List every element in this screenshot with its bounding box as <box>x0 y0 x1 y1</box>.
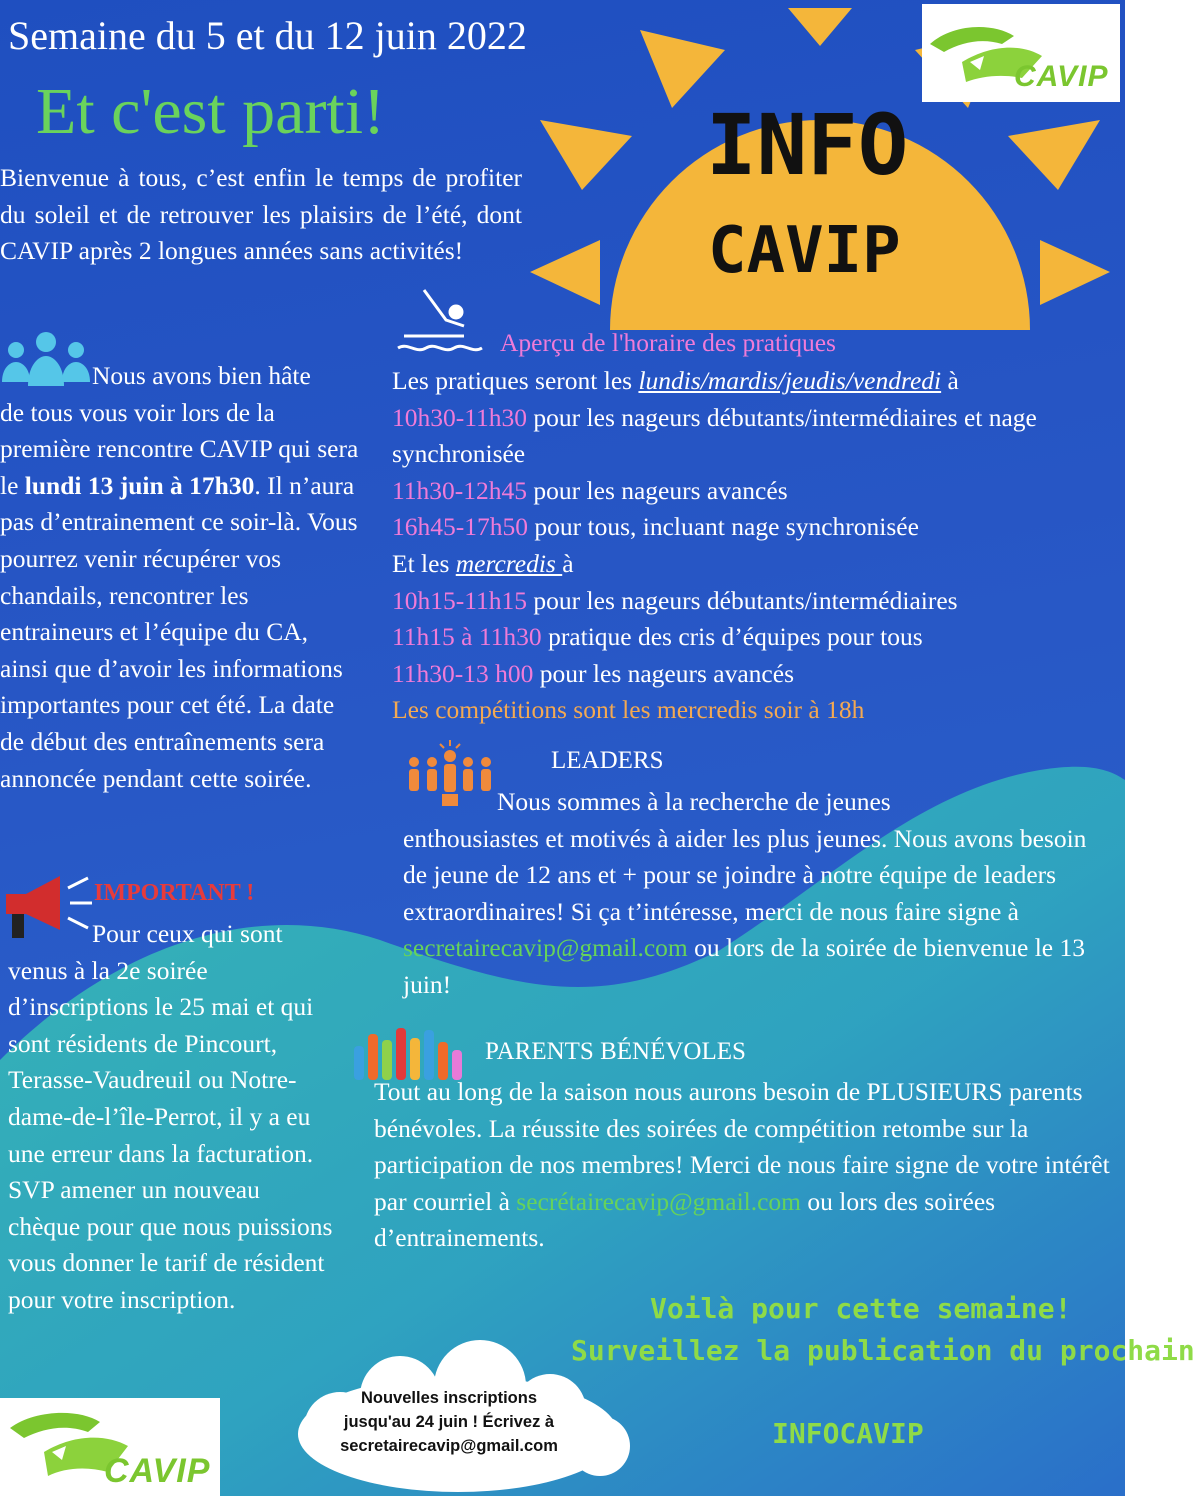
cloud-email[interactable]: secretairecavip@gmail.com <box>340 1437 558 1455</box>
important-title: IMPORTANT ! <box>94 880 255 906</box>
schedule-list <box>392 363 1112 729</box>
leaders-text: enthousiastes et motivés à aider les plus jeunes. Nous avons besoin de jeune de 12 ans et + pour se joindre à notre équipe de leaders extraordinaires! Si ça t’intéresse, merci de nous faire signe à <box>403 823 1087 926</box>
schedule-desc: pour les nageurs débutants/intermédiaires <box>527 585 958 615</box>
schedule-wed-text: Et les <box>392 548 456 578</box>
schedule-intro-end: à <box>941 366 959 395</box>
closing-line-3: INFOCAVIP <box>772 1417 924 1450</box>
schedule-days: lundis/mardis/jeudis/vendredi <box>638 366 942 395</box>
leaders-paragraph <box>403 784 1103 1004</box>
leaders-email-link[interactable]: secretairecavip@gmail.com <box>403 933 688 963</box>
schedule-wed-day: mercredis <box>455 548 563 578</box>
schedule-time: 10h30-11h30 <box>392 402 528 432</box>
schedule-time: 11h30-13 h00 <box>392 658 534 688</box>
cloud-line-2: jusqu'au 24 juin ! Écrivez à <box>343 1413 555 1431</box>
schedule-desc: pour les nageurs avancés <box>533 658 794 688</box>
logo-text-bottom: CAVIP <box>104 1452 211 1490</box>
schedule-time: 11h30-12h45 <box>392 475 528 505</box>
schedule-row <box>392 509 1112 546</box>
closing-line-2: Surveillez la publication du prochain <box>571 1334 1195 1367</box>
meeting-date: lundi 13 juin à 17h30 <box>24 470 255 500</box>
schedule-row <box>392 400 1112 473</box>
schedule-desc: pour tous, incluant nage synchronisée <box>528 512 919 542</box>
schedule-time: 16h45-17h50 <box>392 512 528 542</box>
schedule-intro <box>392 363 1112 400</box>
important-paragraph <box>8 880 338 1319</box>
cavip-logo-top <box>922 4 1120 102</box>
schedule-heading: Aperçu de l'horaire des pratiques <box>500 328 836 357</box>
week-title: Semaine du 5 et du 12 juin 2022 <box>8 13 527 58</box>
schedule-row <box>392 583 1112 620</box>
meeting-text: de tous vous voir lors de la première rencontre CAVIP qui sera le <box>0 397 359 500</box>
logo-text-top: CAVIP <box>1014 60 1109 93</box>
raised-hands-icon <box>350 1020 480 1080</box>
important-text: venus à la 2e soirée d’inscriptions le 25 mai et qui sont résidents de Pincourt, Terasse-Vaudreuil ou Notre-dame-de-l’île-Perrot, il y a eu une erreur dans la facturation. SVP amener un nouveau chèque pour que nous puissions vous donner le tarif de résident pour votre inscription. <box>8 955 333 1314</box>
leaders-heading: LEADERS <box>551 747 664 774</box>
headline: Et c'est parti! <box>36 75 386 148</box>
leaders-text-end: ou lors de la soirée de bienvenue le 13 juin! <box>403 933 1085 999</box>
important-first-line: Pour ceux qui sont <box>92 919 283 948</box>
closing-line-1: Voilà pour cette semaine! <box>650 1292 1072 1325</box>
schedule-row <box>392 619 1112 656</box>
parents-email-link[interactable]: secrétairecavip@gmail.com <box>516 1186 802 1216</box>
schedule-intro-text: Les pratiques seront les <box>392 366 639 395</box>
cloud-line-1: Nouvelles inscriptions <box>360 1389 538 1407</box>
parents-paragraph <box>374 1074 1119 1257</box>
schedule-wednesday <box>392 546 1112 583</box>
meeting-paragraph <box>0 358 362 797</box>
parents-text-end: ou lors des soirées d’entrainements. <box>374 1186 996 1253</box>
schedule-desc: pour les nageurs débutants/intermédiaires et nage synchronisée <box>392 402 1037 469</box>
competitions-note: Les compétitions sont les mercredis soir à 18h <box>392 695 865 725</box>
schedule-row <box>392 656 1112 693</box>
schedule-desc: pratique des cris d’équipes pour tous <box>541 622 923 652</box>
sun-title-info: INFO <box>706 96 909 194</box>
parents-heading: PARENTS BÉNÉVOLES <box>485 1038 746 1065</box>
meeting-text-end: . Il n’aura pas d’entrainement ce soir-là. Vous pourrez venir récupérer vos chandails, rencontrer les entraineurs et l’équipe du CA, ainsi que d’avoir les informations importantes pour cet été. La date de début des entraînements sera annoncée pendant cette soirée. <box>0 470 358 793</box>
sun-title-cavip: CAVIP <box>708 214 901 288</box>
leaders-first-line: Nous sommes à la recherche de jeunes <box>497 787 891 816</box>
schedule-time: 11h15 à 11h30 <box>392 622 542 652</box>
intro-paragraph: Bienvenue à tous, c’est enfin le temps de profiter du soleil et de retrouver les plaisirs de l’été, dont CAVIP après 2 longues années sans activités! <box>0 163 522 266</box>
cloud-message <box>318 1386 580 1458</box>
parents-text: Tout au long de la saison nous aurons besoin de PLUSIEURS parents bénévoles. La réussite des soirées de compétition retombe sur la participation de nos membres! Merci de nous faire signe de votre intérêt par courriel à <box>374 1077 1110 1216</box>
schedule-desc: pour les nageurs avancés <box>527 475 788 505</box>
schedule-time: 10h15-11h15 <box>392 585 528 615</box>
schedule-row <box>392 473 1112 510</box>
schedule-wed-end: à <box>562 548 574 578</box>
meeting-first-line: Nous avons bien hâte <box>92 361 311 390</box>
cavip-logo-bottom <box>0 1398 220 1496</box>
swimmer-icon <box>394 286 494 360</box>
